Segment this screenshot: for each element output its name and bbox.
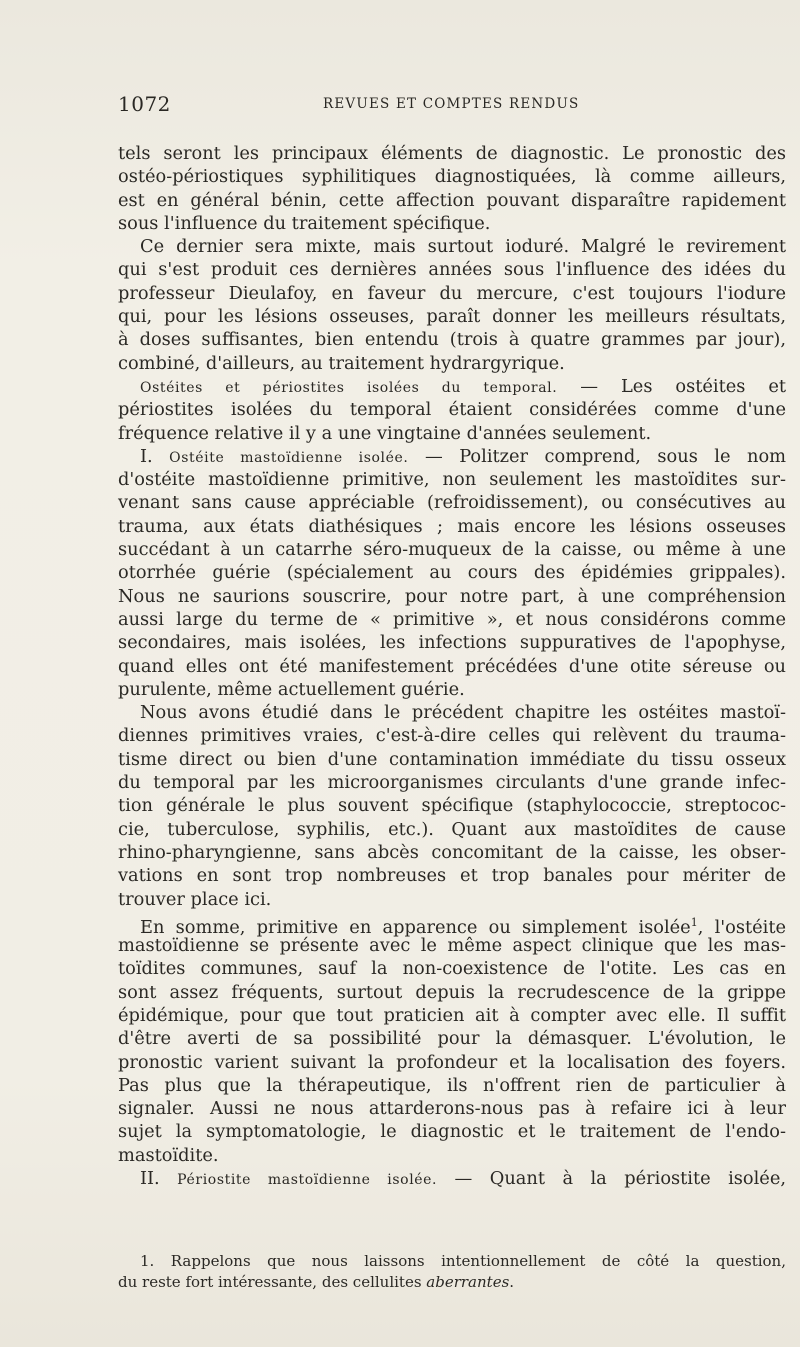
text-line: toïdites communes, sauf la non-coexistence de l'otite. Les cas en <box>118 958 786 980</box>
footnote-text: . <box>509 1273 515 1291</box>
text-line: d'être averti de sa possibilité pour la démasquer. L'évolution, le <box>118 1028 786 1050</box>
text-line: vations en sont trop nombreuses et trop banales pour mériter de <box>118 865 786 887</box>
footnote-marker: 1. <box>140 1252 155 1270</box>
text-line: périostites isolées du temporal étaient considérées comme d'une <box>118 399 786 421</box>
footnote-text: Rappelons que nous laissons intentionnellement de côté la question, <box>170 1252 786 1270</box>
text-line: Nous avons étudié dans le précédent chapitre les ostéites mastoï- <box>140 702 786 724</box>
page-number: 1072 <box>118 92 171 116</box>
text-line: sont assez fréquents, surtout depuis la recrudescence de la grippe <box>118 981 786 1003</box>
section-number: I. <box>140 445 153 467</box>
text-line: tels seront les principaux éléments de diagnostic. Le pronostic des <box>118 143 786 164</box>
text-line: tisme direct ou bien d'une contamination immédiate du tissu osseux <box>118 748 786 770</box>
text-line: purulente, même actuellement guérie. <box>118 678 465 700</box>
text-line: du temporal par les microorganismes circulants d'une grande infec- <box>118 772 786 794</box>
footnote-ref: 1 <box>690 915 698 929</box>
text-line: combiné, d'ailleurs, au traitement hydrargyrique. <box>118 352 565 374</box>
text-line: mastoïdienne se présente avec le même aspect clinique que les mas- <box>118 935 786 957</box>
text-line: qui s'est produit ces dernières années sous l'influence des idées du <box>118 259 786 281</box>
body-text <box>118 142 786 1190</box>
page-header <box>118 92 768 118</box>
text-line: otorrhée guérie (spécialement au cours des épidémies grippales). <box>118 562 786 584</box>
text-line: sujet la symptomatologie, le diagnostic et le traitement de l'endo- <box>118 1121 786 1143</box>
text-run: En somme, primitive en apparence ou simplement isolée <box>140 916 691 938</box>
text-line: professeur Dieulafoy, en faveur du mercure, c'est toujours l'iodure <box>118 282 786 304</box>
text-line: trauma, aux états diathésiques ; mais encore les lésions osseuses <box>118 515 786 537</box>
text-run: — Quant à la périostite isolée, <box>454 1168 786 1190</box>
text-line: Ce dernier sera mixte, mais surtout ioduré. Malgré le revirement <box>140 236 786 258</box>
text-line: diennes primitives vraies, c'est-à-dire celles qui relèvent du trauma- <box>118 725 786 747</box>
text-line: est en général bénin, cette affection pouvant disparaître rapidement <box>118 189 786 211</box>
text-line: secondaires, mais isolées, les infections suppuratives de l'apophyse, <box>118 632 786 654</box>
section-heading-osteite: Ostéite mastoïdienne isolée. <box>169 449 409 466</box>
text-line: d'ostéite mastoïdienne primitive, non seulement les mastoïdites sur- <box>118 469 786 491</box>
text-line: quand elles ont été manifestement précédées d'une otite séreuse ou <box>118 655 786 677</box>
footnote-line <box>118 1251 786 1272</box>
footnote-emphasis: aberrantes <box>426 1273 510 1291</box>
footnote-text: du reste fort intéressante, des cellulites <box>118 1273 427 1291</box>
text-line: aussi large du terme de « primitive », et nous considérons comme <box>118 608 786 630</box>
text-line: ostéo-périostiques syphilitiques diagnostiquées, là comme ailleurs, <box>118 166 786 188</box>
section-heading-osteites: Ostéites et périostites isolées du temporal. <box>140 379 558 396</box>
text-line: à doses suffisantes, bien entendu (trois à quatre grammes par jour), <box>118 329 786 351</box>
text-run: — Politzer comprend, sous le nom <box>424 445 787 467</box>
footnotes <box>118 1251 786 1293</box>
text-line: tion générale le plus souvent spécifique (staphylococcie, streptococ- <box>118 795 786 817</box>
footnote-line <box>118 1272 786 1293</box>
text-line: qui, pour les lésions osseuses, paraît donner les meilleurs résultats, <box>118 306 786 328</box>
text-line: cie, tuberculose, syphilis, etc.). Quant aux mastoïdites de cause <box>118 818 786 840</box>
text-line: sous l'influence du traitement spécifique. <box>118 212 491 234</box>
text-line-with-footnote <box>118 911 786 938</box>
section-heading-periostite: Périostite mastoïdienne isolée. <box>177 1172 438 1189</box>
text-line: épidémique, pour que tout praticien ait à compter avec elle. Il suffit <box>118 1004 786 1026</box>
text-line: signaler. Aussi ne nous attarderons-nous pas à refaire ici à leur <box>118 1098 786 1120</box>
text-line: rhino-pharyngienne, sans abcès concomitant de la caisse, les obser- <box>118 841 786 863</box>
text-line: Nous ne saurions souscrire, pour notre part, à une compréhension <box>118 585 786 607</box>
text-run: — Les ostéites et <box>580 375 786 397</box>
section-heading-line <box>118 445 786 468</box>
text-line: succédant à un catarrhe séro-muqueux de la caisse, ou même à une <box>118 539 786 561</box>
section-heading-line <box>118 1167 786 1190</box>
text-line: venant sans cause appréciable (refroidissement), ou consécutives au <box>118 492 786 514</box>
running-title: REVUES ET COMPTES RENDUS <box>323 96 580 112</box>
section-number: II. <box>140 1168 160 1190</box>
text-run: , l'ostéite <box>697 916 786 938</box>
text-line: fréquence relative il y a une vingtaine d'années seulement. <box>118 422 652 444</box>
text-line: pronostic varient suivant la profondeur et la localisation des foyers. <box>118 1051 786 1073</box>
text-line: Pas plus que la thérapeutique, ils n'offrent rien de particulier à <box>118 1074 786 1096</box>
text-line: trouver place ici. <box>118 888 272 910</box>
text-line: mastoïdite. <box>118 1144 219 1166</box>
section-heading-line <box>118 375 786 398</box>
